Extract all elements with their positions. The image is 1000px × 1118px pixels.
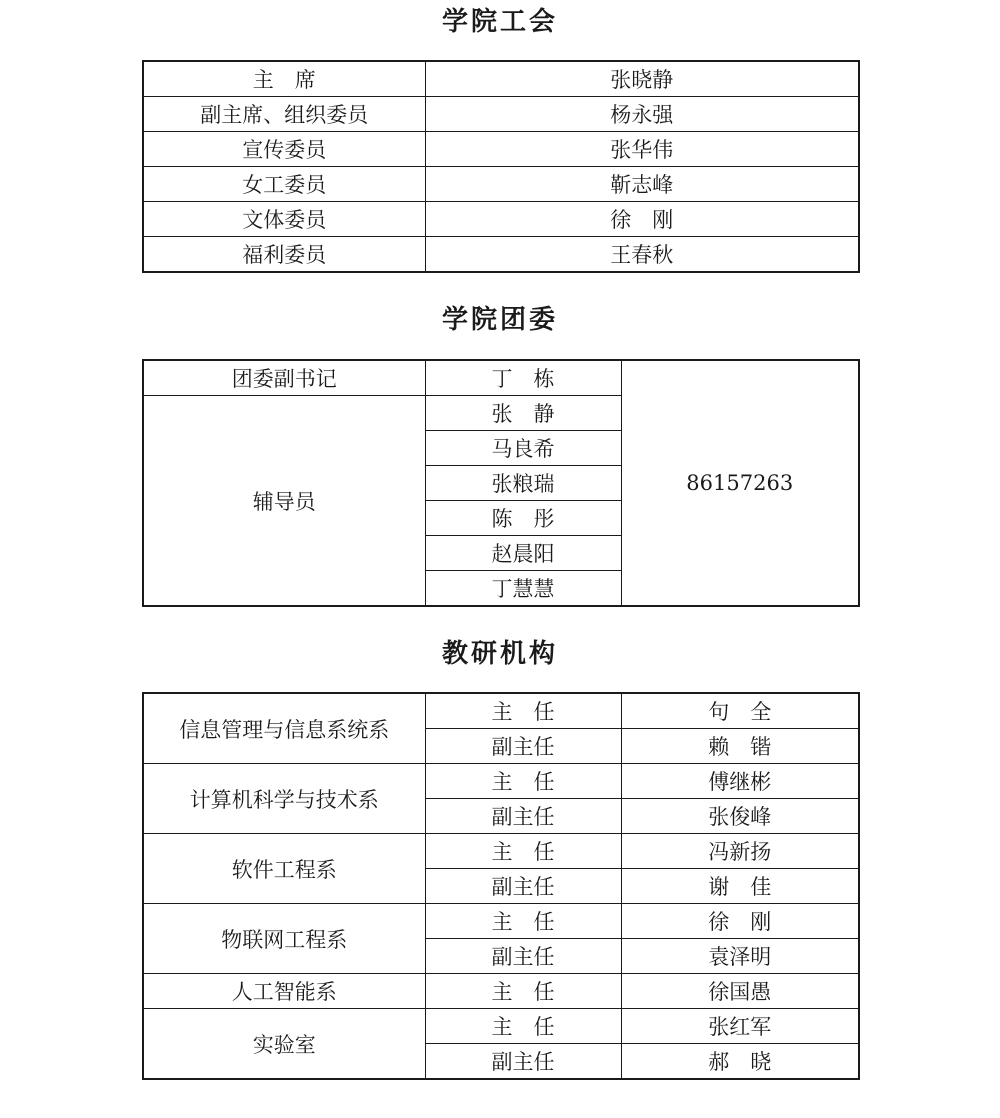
position-title: 副主任 [425,729,621,764]
position-holder: 袁泽明 [621,939,859,974]
name-cell: 徐 刚 [425,202,859,237]
position-title: 主 任 [425,693,621,729]
position-holder: 冯新扬 [621,834,859,869]
role-cell: 女工委员 [143,167,425,202]
name-cell: 靳志峰 [425,167,859,202]
deputy-secretary-row [143,360,859,396]
union-row [143,61,859,97]
teaching-table [142,692,860,1080]
position-holder: 张红军 [621,1009,859,1044]
union-row [143,167,859,202]
union-row [143,202,859,237]
position-title: 主 任 [425,764,621,799]
position-holder: 傅继彬 [621,764,859,799]
union-row [143,132,859,167]
position-title: 副主任 [425,939,621,974]
name-cell: 王春秋 [425,237,859,273]
department-row [143,974,859,1009]
role-cell: 文体委员 [143,202,425,237]
department-name: 信息管理与信息系统系 [143,693,425,764]
department-name: 物联网工程系 [143,904,425,974]
department-row [143,764,859,799]
position-holder: 徐 刚 [621,904,859,939]
position-title: 副主任 [425,799,621,834]
position-title: 副主任 [425,1044,621,1080]
role-cell: 副主席、组织委员 [143,97,425,132]
union-row [143,237,859,273]
counselor-name: 丁慧慧 [425,571,621,607]
department-row [143,834,859,869]
position-holder: 张俊峰 [621,799,859,834]
youth-league-table [142,359,860,607]
department-row [143,904,859,939]
counselor-name: 马良希 [425,431,621,466]
role-cell: 福利委员 [143,237,425,273]
role-cell: 主 席 [143,61,425,97]
name-cell: 杨永强 [425,97,859,132]
youth-league-title: 学院团委 [441,305,558,335]
department-name: 实验室 [143,1009,425,1080]
position-title: 副主任 [425,869,621,904]
deputy-secretary-label: 团委副书记 [143,360,425,396]
position-holder: 郝 晓 [621,1044,859,1080]
position-title: 主 任 [425,904,621,939]
position-holder: 句 全 [621,693,859,729]
name-cell: 张晓静 [425,61,859,97]
position-holder: 赖 锴 [621,729,859,764]
counselor-name: 陈 彤 [425,501,621,536]
position-holder: 谢 佳 [621,869,859,904]
counselor-name: 张 静 [425,396,621,431]
union-row [143,97,859,132]
counselor-name: 赵晨阳 [425,536,621,571]
department-name: 软件工程系 [143,834,425,904]
position-title: 主 任 [425,1009,621,1044]
position-title: 主 任 [425,834,621,869]
teaching-title: 教研机构 [441,639,558,669]
department-row [143,693,859,729]
position-holder: 徐国愚 [621,974,859,1009]
counselor-label: 辅导员 [143,396,425,607]
role-cell: 宣传委员 [143,132,425,167]
department-name: 人工智能系 [143,974,425,1009]
department-row [143,1009,859,1044]
union-title: 学院工会 [441,7,558,37]
phone-number: 86157263 [621,360,859,606]
union-table [142,60,860,273]
counselor-name: 张粮瑞 [425,466,621,501]
department-name: 计算机科学与技术系 [143,764,425,834]
position-title: 主 任 [425,974,621,1009]
name-cell: 张华伟 [425,132,859,167]
deputy-secretary-name: 丁 栋 [425,360,621,396]
